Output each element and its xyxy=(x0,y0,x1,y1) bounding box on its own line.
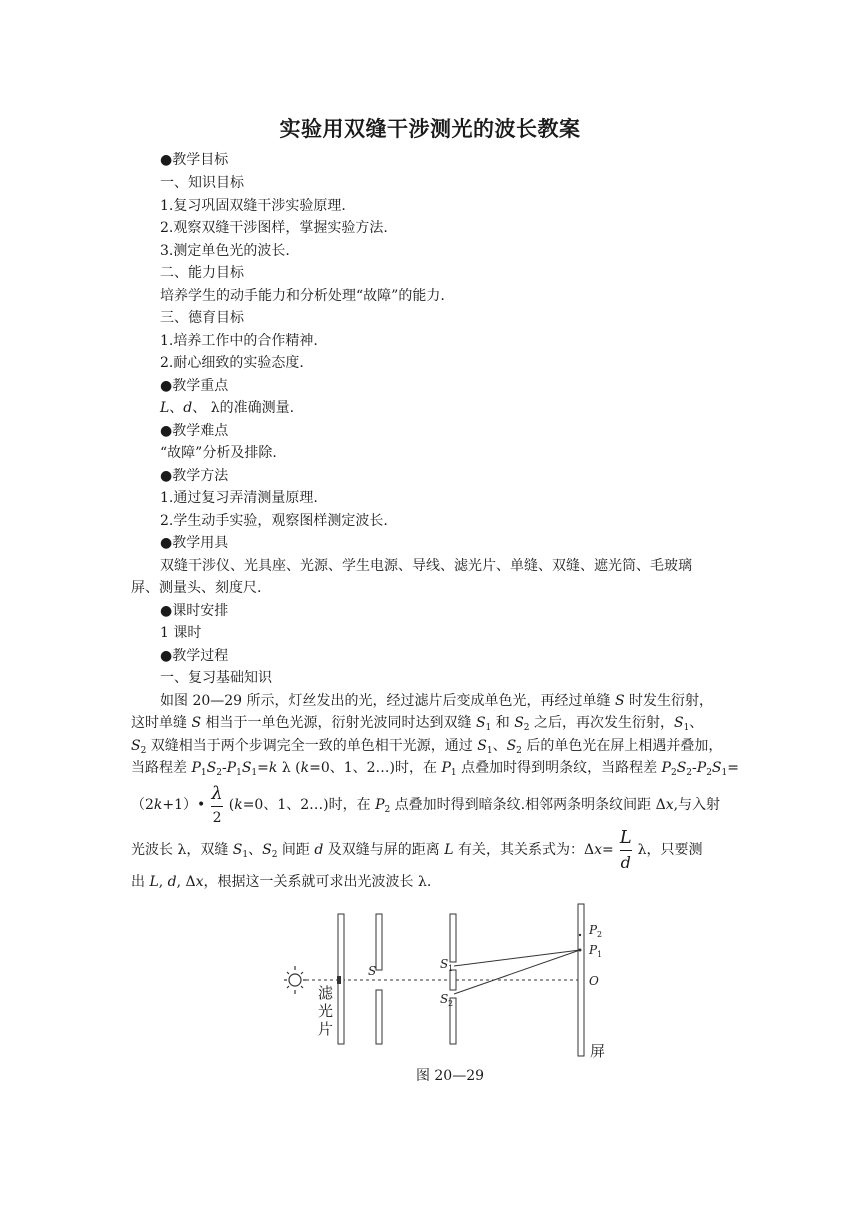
difficulties-heading: ●教学难点 xyxy=(160,423,229,439)
tools-line-1: 双缝干涉仪、光具座、光源、学生电源、导线、滤光片、单缝、双缝、遮光筒、毛玻璃 xyxy=(160,558,692,574)
label-s1-sub: 1 xyxy=(448,964,454,973)
process-subheading: 一、复习基础知识 xyxy=(160,670,272,686)
paragraph-line-3: $S_2$ 双缝相当于两个步调完全一致的单色相干光源，通过 $S_1$、$S_2$ 后的单色光在屏上相遇并叠加， xyxy=(131,738,723,756)
methods-heading: ●教学方法 xyxy=(160,468,229,484)
knowledge-item-1: 1.复习巩固双缝干涉实验原理. xyxy=(160,198,346,214)
label-s: S xyxy=(368,964,377,978)
filter-label-3: 片 xyxy=(318,1020,334,1038)
schedule-text: 1 课时 xyxy=(160,625,202,641)
light-source-icon xyxy=(284,966,306,994)
single-slit-lower xyxy=(376,990,382,1044)
lambda-over-2-fraction: $\frac{\lambda}{2}$ xyxy=(211,783,223,826)
ray-s1-p1 xyxy=(454,950,580,966)
screen-plate xyxy=(578,904,584,1056)
page-title: 实验用双缝干涉测光的波长教案 xyxy=(279,117,581,141)
label-s1: S xyxy=(440,957,449,971)
label-s2-sub: 2 xyxy=(448,999,454,1008)
methods-item-2: 2.学生动手实验，观察图样测定波长. xyxy=(160,513,388,529)
ability-text: 培养学生的动手能力和分析处理“故障”的能力. xyxy=(160,288,445,304)
filter-mark xyxy=(337,976,341,984)
schedule-heading: ●课时安排 xyxy=(160,603,229,619)
difficulties-text: “故障”分析及排除. xyxy=(160,445,277,461)
filter-label-2: 光 xyxy=(318,1002,334,1020)
filter-label-1: 滤 xyxy=(318,984,334,1002)
key-points-heading: ●教学重点 xyxy=(160,378,229,394)
double-slit-diagram xyxy=(282,902,622,1066)
point-p2-dot xyxy=(579,934,581,936)
moral-item-2: 2.耐心细致的实验态度. xyxy=(160,355,304,371)
label-p1: P xyxy=(589,943,598,957)
knowledge-item-2: 2.观察双缝干涉图样，掌握实验方法. xyxy=(160,220,388,236)
paragraph-line-7: 出 L, d, Δx，根据这一关系就可求出光波波长 λ. xyxy=(131,874,432,890)
label-o: O xyxy=(589,974,599,988)
figure-caption: 图 20—29 xyxy=(415,1068,485,1084)
paragraph-line-4: 当路程差 $P_1S_2-P_1S_1=k$ λ (k=0、1、2…)时，在 $P_1$ 点叠加时得到明条纹，当路程差 $P_2S_2-P_2S_1=$ xyxy=(131,760,739,778)
paragraph-line-6: 光波长 λ，双缝 $S_1$、$S_2$ 间距 d 及双缝与屏的距离 L 有关，其关系式为：Δx= $\frac{L}{d}$ λ，只要测 xyxy=(131,827,703,872)
double-slit-svg xyxy=(282,902,622,1062)
point-p1-dot xyxy=(579,949,582,952)
label-p2: P xyxy=(589,923,598,937)
double-slit-top xyxy=(450,914,456,962)
key-points-text: L、d、 λ的准确测量. xyxy=(160,400,295,416)
knowledge-item-3: 3.测定单色光的波长. xyxy=(160,243,290,259)
label-p1-sub: 1 xyxy=(597,950,603,959)
label-p2-sub: 2 xyxy=(597,930,603,939)
moral-heading: 三、德育目标 xyxy=(160,310,244,326)
objectives-heading: ●教学目标 xyxy=(160,152,229,168)
label-s2: S xyxy=(440,992,449,1006)
paragraph-line-2: 这时单缝 S 相当于一单色光源，衍射光波同时达到双缝 $S_1$ 和 $S_2$ 之后，再次发生衍射，$S_1$、 xyxy=(131,715,704,733)
ability-heading: 二、能力目标 xyxy=(160,265,244,281)
single-slit-upper xyxy=(376,914,382,970)
ray-s2-p1 xyxy=(454,950,580,994)
tools-heading: ●教学用具 xyxy=(160,535,229,551)
knowledge-heading: 一、知识目标 xyxy=(160,175,244,191)
paragraph-line-5: （2k+1）• $\frac{\lambda}{2}$ (k=0、1、2…)时，在 $P_2$ 点叠加时得到暗条纹.相邻两条明条纹间距 Δx,与入射 xyxy=(131,783,721,826)
paragraph-line-1: 如图 20—29 所示，灯丝发出的光，经过滤片后变成单色光，再经过单缝 S 时发生衍射， xyxy=(160,693,714,709)
methods-item-1: 1.通过复习弄清测量原理. xyxy=(160,490,318,506)
l-over-d-fraction: $\frac{L}{d}$ xyxy=(619,827,632,872)
moral-item-1: 1.培养工作中的合作精神. xyxy=(160,333,318,349)
label-screen: 屏 xyxy=(590,1042,606,1060)
double-slit-middle xyxy=(450,970,456,990)
tools-line-2: 屏、测量头、刻度尺. xyxy=(131,580,262,596)
process-heading: ●教学过程 xyxy=(160,648,229,664)
